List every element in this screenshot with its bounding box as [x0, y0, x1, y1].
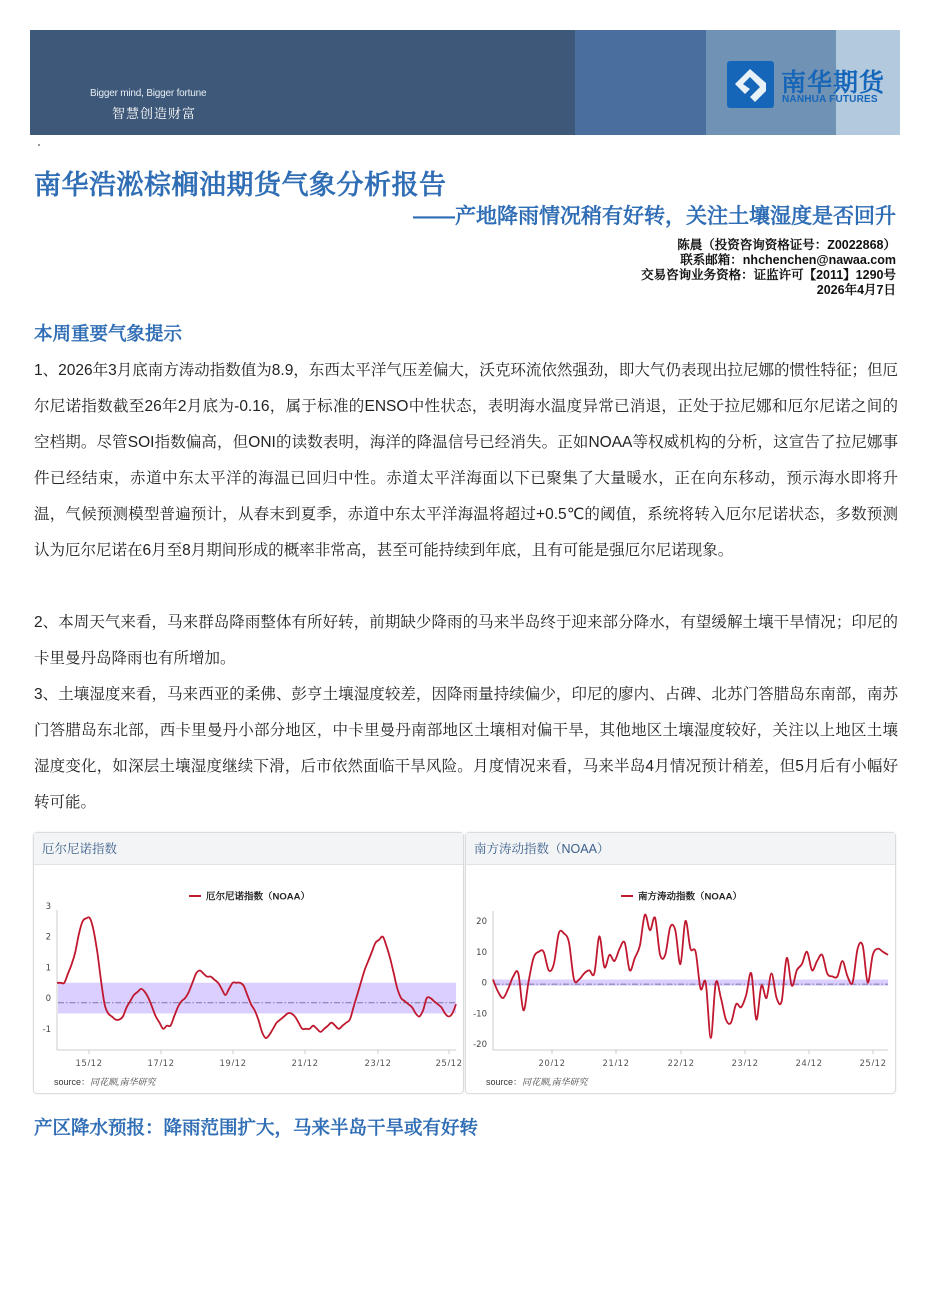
chart-card-title: 南方涛动指数（NOAA）	[466, 833, 895, 865]
svg-text:19/12: 19/12	[219, 1059, 247, 1066]
report-subtitle: ——产地降雨情况稍有好转，关注土壤湿度是否回升	[413, 205, 896, 228]
svg-text:3: 3	[45, 902, 51, 912]
svg-text:15/12: 15/12	[75, 1059, 103, 1066]
svg-text:-20: -20	[473, 1040, 487, 1051]
chart-legend	[621, 891, 742, 903]
nanhua-logo-icon	[727, 61, 774, 108]
svg-text:厄尔尼诺指数（NOAA）: 厄尔尼诺指数（NOAA）	[206, 891, 310, 903]
svg-text:-1: -1	[42, 1024, 51, 1035]
chart-card-title: 厄尔尼诺指数	[34, 833, 463, 865]
chart-legend	[189, 891, 310, 903]
svg-text:21/12: 21/12	[291, 1059, 319, 1066]
slogan-en: Bigger mind, Bigger fortune	[90, 88, 207, 99]
svg-text:10: 10	[476, 947, 487, 958]
paragraph-2: 2、本周天气来看，马来群岛降雨整体有所好转，前期缺少降雨的马来半岛终于迎来部分降水，有望缓解土壤干旱情况；印尼的卡里曼丹岛降雨也有所增加。	[34, 614, 898, 667]
soi-line-chart	[466, 866, 897, 1066]
decorative-dot	[38, 144, 40, 146]
svg-text:24/12: 24/12	[795, 1059, 823, 1066]
svg-text:南方涛动指数（NOAA）: 南方涛动指数（NOAA）	[638, 891, 742, 903]
chart-card-soi	[465, 832, 896, 1094]
paragraph-3: 3、土壤湿度来看，马来西亚的柔佛、彭亨土壤湿度较差，因降雨量持续偏少，印尼的廖内、占碑、北苏门答腊岛东南部，南苏门答腊岛东北部，西卡里曼丹小部分地区，中卡里曼丹南部地区土壤相对偏干旱，其他地区土壤湿度较好，关注以上地区土壤湿度变化，如深层土壤湿度继续下滑，后市依然面临干旱风险。月度情况来看，马来半岛4月情况预计稍差，但5月后有小幅好转可能。	[34, 686, 898, 811]
svg-text:0: 0	[45, 994, 51, 1005]
svg-text:0: 0	[481, 978, 487, 989]
svg-text:20: 20	[476, 917, 487, 927]
report-title: 南华浩淞棕榈油期货气象分析报告	[34, 170, 447, 200]
svg-text:23/12: 23/12	[364, 1059, 392, 1066]
chart-card-enso	[33, 832, 464, 1094]
slogan-cn: 智慧创造财富	[112, 106, 197, 121]
neutral-band	[494, 980, 888, 986]
license-info: 交易咨询业务资格：证监许可【2011】1290号	[641, 268, 896, 282]
banner-strip	[575, 30, 706, 135]
author-info	[641, 238, 896, 298]
chart-source: source：同花顺,南华研究	[486, 1077, 588, 1087]
svg-text:-10: -10	[473, 1009, 487, 1020]
logo-text-en: NANHUA FUTURES	[782, 94, 878, 105]
svg-text:21/12: 21/12	[602, 1059, 630, 1066]
svg-text:2: 2	[45, 932, 51, 943]
section-heading-rain-forecast: 产区降水预报：降雨范围扩大，马来半岛干旱或有好转	[34, 1117, 479, 1138]
enso-line-chart	[34, 866, 465, 1066]
author-name: 陈晨（投资咨询资格证号：Z0022868）	[677, 238, 896, 252]
svg-text:23/12: 23/12	[731, 1059, 759, 1066]
series-line	[57, 917, 456, 1038]
series-line	[493, 915, 888, 1038]
section-heading-weather-tips: 本周重要气象提示	[34, 323, 183, 344]
svg-text:1: 1	[45, 963, 51, 974]
chart-source: source：同花顺,南华研究	[54, 1077, 156, 1087]
svg-text:25/12: 25/12	[859, 1059, 887, 1066]
author-email: 联系邮箱：nhchenchen@nawaa.com	[680, 253, 896, 267]
nanhua-logo	[727, 61, 892, 109]
report-date: 2026年4月7日	[816, 283, 896, 297]
logo-text-cn: 南华期货	[781, 69, 886, 97]
svg-text:17/12: 17/12	[147, 1059, 175, 1066]
header-banner	[30, 30, 900, 135]
svg-text:22/12: 22/12	[667, 1059, 695, 1066]
svg-text:20/12: 20/12	[538, 1059, 566, 1066]
svg-text:25/12: 25/12	[435, 1059, 463, 1066]
paragraph-1: 1、2026年3月底南方涛动指数值为8.9，东西太平洋气压差偏大，沃克环流依然强劲，即大气仍表现出拉尼娜的惯性特征；但厄尔尼诺指数截至26年2月底为-0.16，属于标准的ENSO中性状态，表明海水温度异常已消退，正处于拉尼娜和厄尔尼诺之间的空档期。尽管SOI指数偏高，但ONI的读数表明，海洋的降温信号已经消失。正如NOAA等权威机构的分析，这宣告了拉尼娜事件已经结束，赤道中东太平洋的海温已回归中性。赤道太平洋海面以下已聚集了大量暖水，正在向东移动，预示海水即将升温，气候预测模型普遍预计，从春末到夏季，赤道中东太平洋海温将超过+0.5℃的阈值，系统将转入厄尔尼诺状态，多数预测认为厄尔尼诺在6月至8月期间形成的概率非常高，甚至可能持续到年底，且有可能是强厄尔尼诺现象。	[34, 362, 898, 559]
